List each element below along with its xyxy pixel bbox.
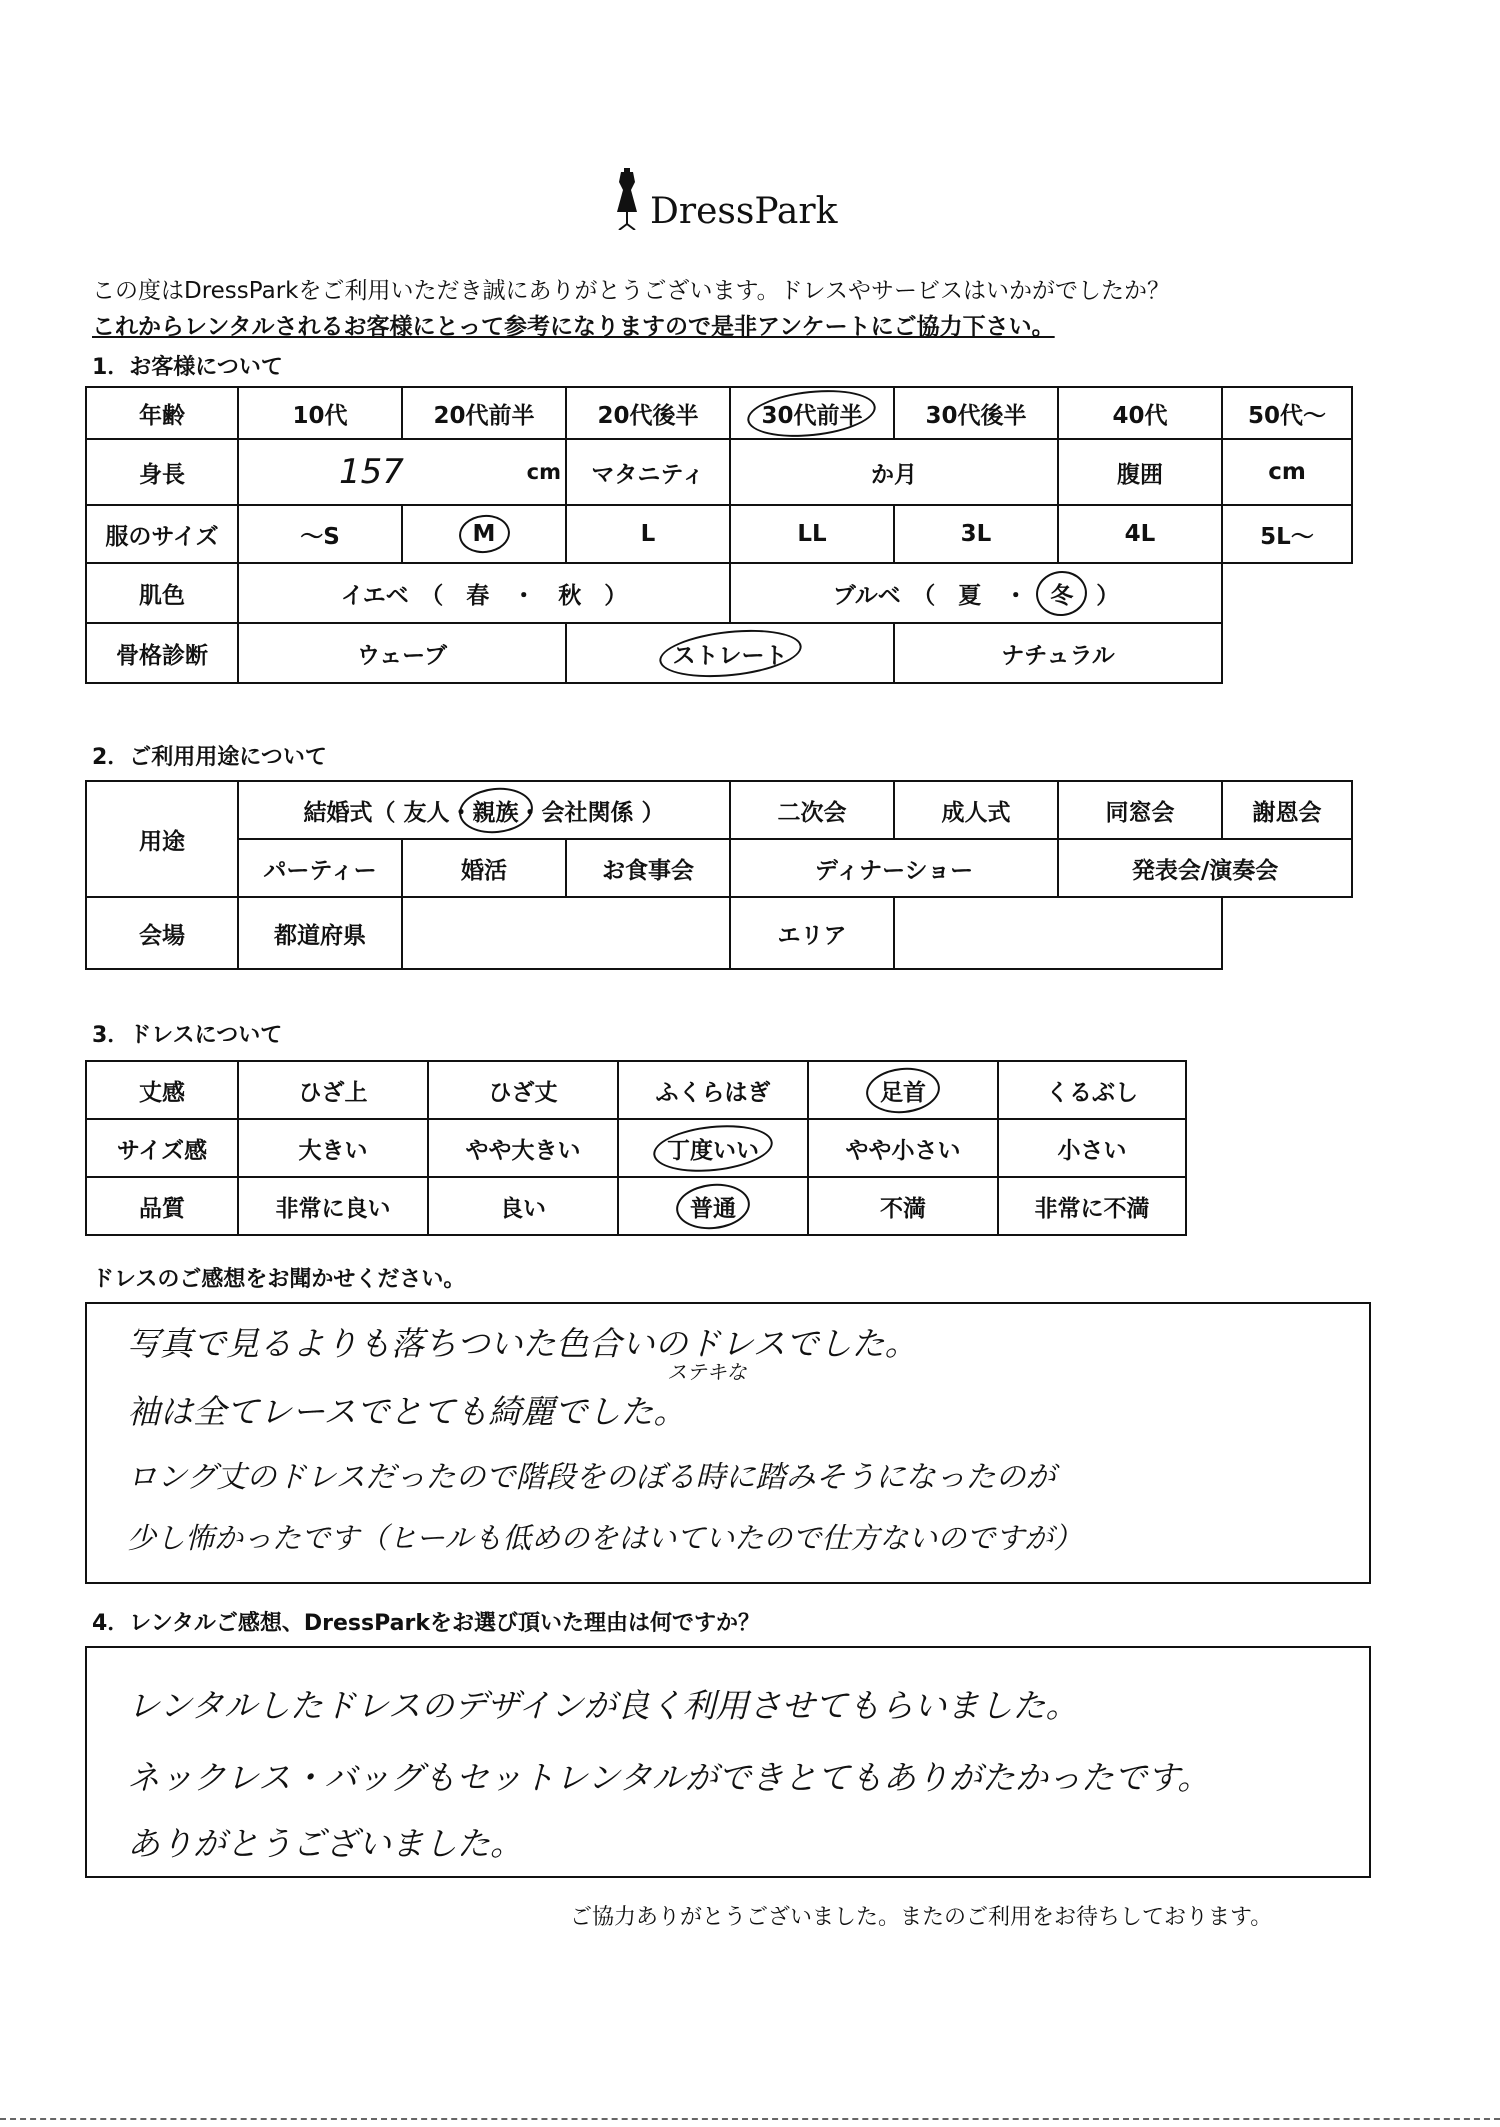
- summer-option[interactable]: 夏: [958, 582, 982, 609]
- waist-label: 腹囲: [1058, 439, 1222, 505]
- rental-line: ありがとうございました。: [127, 1824, 523, 1863]
- rental-line: ネックレス・バッグもセットレンタルができとてもありがたかったです。: [127, 1758, 1211, 1797]
- waist-field[interactable]: [1222, 439, 1352, 505]
- prefecture-field[interactable]: [402, 897, 730, 969]
- thanks-party-option[interactable]: 謝恩会: [1222, 781, 1352, 839]
- section4-title: 4．レンタルご感想、DressParkをお選び頂いた理由は何ですか？: [92, 1611, 760, 1636]
- length-row: [86, 1061, 1186, 1119]
- comment-line: 写真で見るよりも落ちついた色合いのドレスでした。: [127, 1324, 918, 1363]
- length-option[interactable]: ふくらはぎ: [618, 1061, 808, 1119]
- intro-text: この度はDressParkをご利用いただき誠にありがとうございます。ドレスやサービスはいかがでしたか？: [92, 278, 1170, 304]
- age-option[interactable]: 20代前半: [402, 387, 566, 439]
- after-party-option[interactable]: 二次会: [730, 781, 894, 839]
- purpose-table: [85, 780, 1353, 970]
- size-option[interactable]: 3L: [894, 505, 1058, 563]
- rental-comment-box[interactable]: [85, 1646, 1371, 1878]
- age-option-selected[interactable]: [730, 387, 894, 439]
- fit-option[interactable]: やや大きい: [428, 1119, 618, 1177]
- recital-option[interactable]: 発表会/演奏会: [1058, 839, 1352, 897]
- height-unit: cm: [526, 460, 561, 484]
- dress-table: [85, 1060, 1187, 1236]
- size-option[interactable]: LL: [730, 505, 894, 563]
- maternity-field[interactable]: [730, 439, 1058, 505]
- dinner-option[interactable]: お食事会: [566, 839, 730, 897]
- maternity-label: マタニティ: [566, 439, 730, 505]
- length-option[interactable]: ひざ上: [238, 1061, 428, 1119]
- section1-title: 1．お客様について: [92, 355, 283, 380]
- selection-circle: 足首: [880, 1074, 926, 1107]
- size-option[interactable]: 4L: [1058, 505, 1222, 563]
- selection-circle: 30代前半: [761, 397, 862, 430]
- quality-label: 品質: [86, 1177, 238, 1235]
- wedding-option[interactable]: 結婚式（ 友人・親族・会社関係 ）: [238, 781, 730, 839]
- skeleton-option-selected[interactable]: [566, 623, 894, 683]
- waist-unit: cm: [1268, 459, 1306, 485]
- skin-label: 肌色: [86, 563, 238, 623]
- age-option[interactable]: 30代後半: [894, 387, 1058, 439]
- age-label: 年齢: [86, 387, 238, 439]
- height-value: 157: [339, 452, 404, 492]
- age-option[interactable]: 20代後半: [566, 387, 730, 439]
- fit-option[interactable]: やや小さい: [808, 1119, 998, 1177]
- coming-of-age-option[interactable]: 成人式: [894, 781, 1058, 839]
- fit-row: [86, 1119, 1186, 1177]
- reunion-option[interactable]: 同窓会: [1058, 781, 1222, 839]
- size-option[interactable]: L: [566, 505, 730, 563]
- company-option[interactable]: 会社関係: [541, 799, 634, 826]
- section3-title: 3．ドレスについて: [92, 1023, 283, 1048]
- spring-option[interactable]: 春: [466, 582, 490, 609]
- length-option-selected[interactable]: [808, 1061, 998, 1119]
- skin-row: [86, 563, 1352, 623]
- comment-line: 袖は全てレースでとても綺麗でした。: [127, 1392, 687, 1431]
- wedding-prefix: 結婚式（: [303, 799, 396, 826]
- yellow-base-label: イエベ: [340, 582, 409, 609]
- fit-option[interactable]: 大きい: [238, 1119, 428, 1177]
- size-row: [86, 505, 1352, 563]
- skeleton-option[interactable]: ウェーブ: [238, 623, 566, 683]
- customer-table: [85, 386, 1353, 684]
- skeleton-row: [86, 623, 1352, 683]
- quality-option[interactable]: 非常に良い: [238, 1177, 428, 1235]
- blue-base-label: ブルベ: [832, 582, 901, 609]
- selection-circle: ストレート: [673, 637, 788, 670]
- closing-message: ご協力ありがとうございました。またのご利用をお待ちしております。: [570, 1905, 1273, 1930]
- height-field[interactable]: [238, 439, 566, 505]
- size-label: 服のサイズ: [86, 505, 238, 563]
- selection-circle: 丁度いい: [667, 1132, 759, 1165]
- dress-comment-title: ドレスのご感想をお聞かせください。: [92, 1267, 466, 1292]
- purpose-row-1: [86, 781, 1352, 839]
- size-option-selected[interactable]: [402, 505, 566, 563]
- months-unit: か月: [871, 461, 917, 488]
- dress-form-icon: [612, 168, 642, 230]
- venue-label: 会場: [86, 897, 238, 969]
- fit-option[interactable]: 小さい: [998, 1119, 1186, 1177]
- intro-request: これからレンタルされるお客様にとって参考になりますので是非アンケートにご協力下さい。: [92, 314, 1055, 340]
- height-row: [86, 439, 1352, 505]
- age-option[interactable]: 10代: [238, 387, 402, 439]
- area-label: エリア: [730, 897, 894, 969]
- prefecture-label: 都道府県: [238, 897, 402, 969]
- rental-line: レンタルしたドレスのデザインが良く利用させてもらいました。: [127, 1686, 1079, 1725]
- blue-base-option[interactable]: ブルベ （ 夏 ・ 冬 ）: [730, 563, 1222, 623]
- quality-option-selected[interactable]: [618, 1177, 808, 1235]
- yellow-base-option[interactable]: イエベ （ 春 ・ 秋 ）: [238, 563, 730, 623]
- fit-option-selected[interactable]: [618, 1119, 808, 1177]
- height-label: 身長: [86, 439, 238, 505]
- selection-circle: M: [472, 521, 496, 547]
- konkatsu-option[interactable]: 婚活: [402, 839, 566, 897]
- comment-line: 少し怖かったです（ヒールも低めのをはいていたので仕方ないのですが）: [127, 1521, 1083, 1555]
- area-field[interactable]: [894, 897, 1222, 969]
- venue-row: [86, 897, 1352, 969]
- section2-title: 2．ご利用用途について: [92, 745, 327, 770]
- age-option[interactable]: 40代: [1058, 387, 1222, 439]
- fit-label: サイズ感: [86, 1119, 238, 1177]
- autumn-option[interactable]: 秋: [558, 582, 582, 609]
- age-row: [86, 387, 1352, 439]
- age-option[interactable]: 50代～: [1222, 387, 1352, 439]
- purpose-row-2: [86, 839, 1352, 897]
- quality-row: [86, 1177, 1186, 1235]
- wedding-suffix: ）: [641, 799, 665, 826]
- selection-circle: 普通: [690, 1190, 736, 1223]
- purpose-label: 用途: [86, 781, 238, 897]
- quality-option[interactable]: 非常に不満: [998, 1177, 1186, 1235]
- skeleton-label: 骨格診断: [86, 623, 238, 683]
- family-option-selected[interactable]: 親族: [473, 794, 519, 827]
- dress-comment-box[interactable]: [85, 1302, 1371, 1584]
- skeleton-option[interactable]: ナチュラル: [894, 623, 1222, 683]
- length-option[interactable]: ひざ丈: [428, 1061, 618, 1119]
- size-option[interactable]: 5L～: [1222, 505, 1352, 563]
- length-option[interactable]: くるぶし: [998, 1061, 1186, 1119]
- length-label: 丈感: [86, 1061, 238, 1119]
- comment-insert: ステキな: [667, 1360, 747, 1384]
- logo: [612, 168, 837, 230]
- logo-text: DressPark: [650, 191, 838, 232]
- friend-option[interactable]: 友人: [403, 799, 450, 826]
- winter-option-selected[interactable]: 冬: [1050, 577, 1073, 610]
- scan-edge-line: [0, 2118, 1500, 2122]
- dinner-show-option[interactable]: ディナーショー: [730, 839, 1058, 897]
- party-option[interactable]: パーティー: [238, 839, 402, 897]
- quality-option[interactable]: 不満: [808, 1177, 998, 1235]
- comment-line: ロング丈のドレスだったので階段をのぼる時に踏みそうになったのが: [127, 1460, 1056, 1495]
- quality-option[interactable]: 良い: [428, 1177, 618, 1235]
- size-option[interactable]: ～S: [238, 505, 402, 563]
